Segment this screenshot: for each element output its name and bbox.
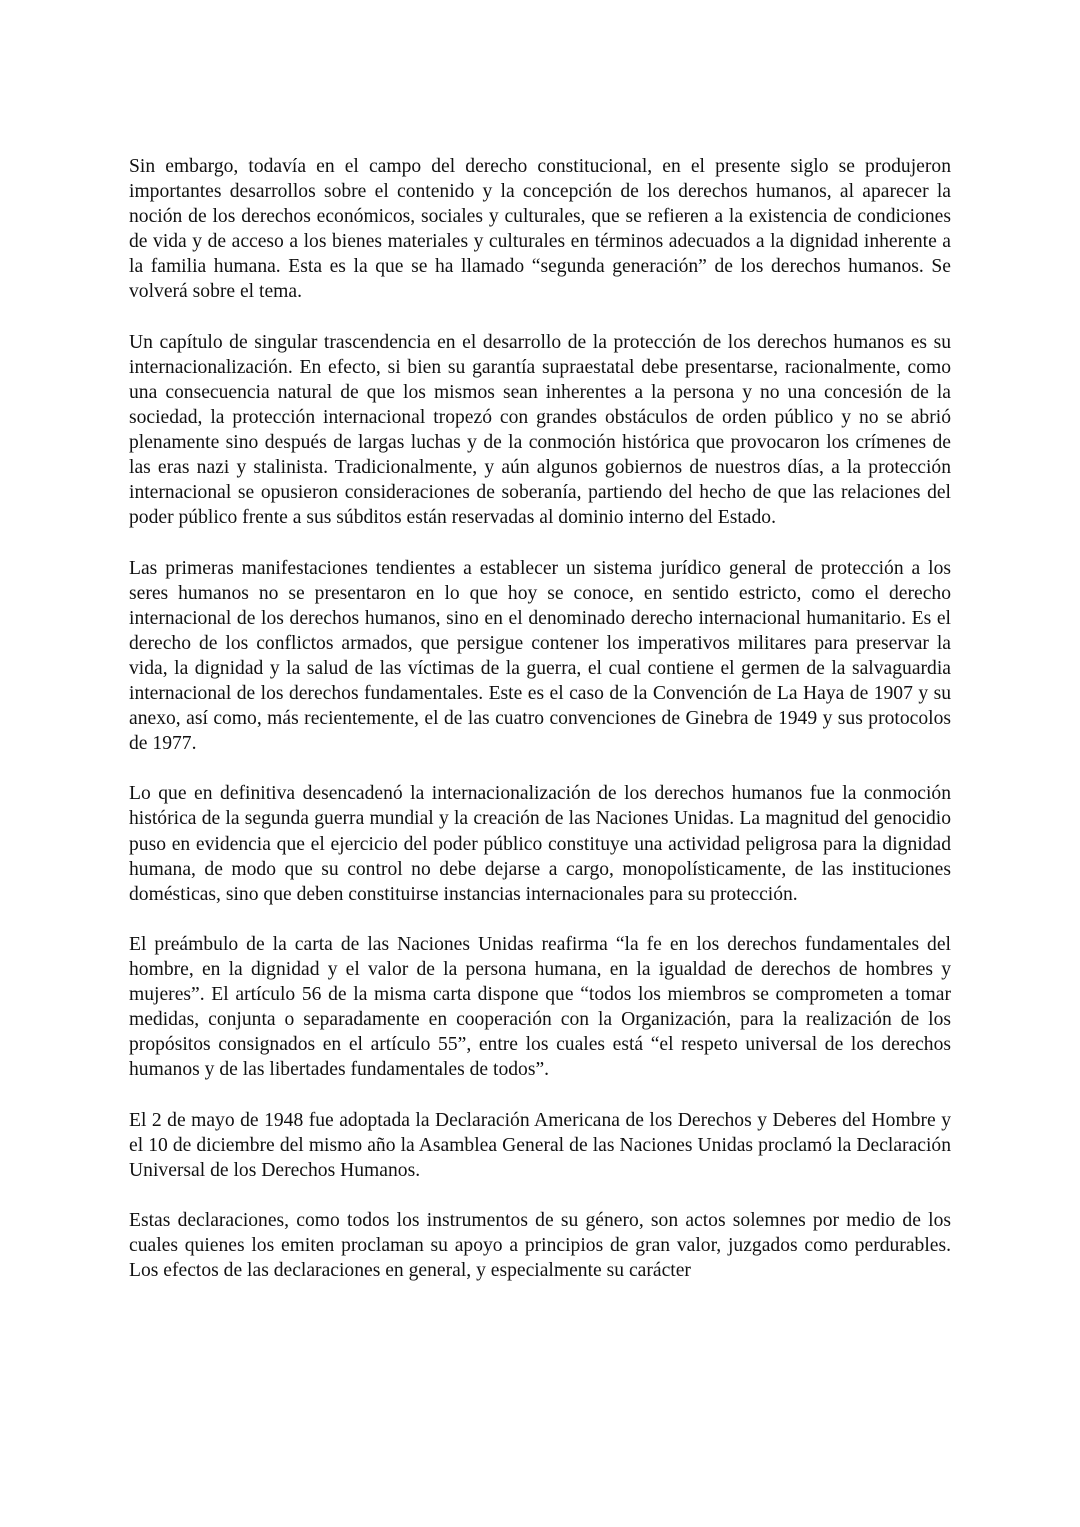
document-page — [129, 154, 951, 1308]
paragraph-efectos-declaraciones: Estas declaraciones, como todos los instrumentos de su género, son actos solemnes por medio de los cuales quienes los emiten proclaman su apoyo a principios de gran valor, juzgados como perdurables. Los efectos de las declaraciones en general, y especialmente su carácter — [129, 1209, 951, 1282]
paragraph-segunda-generacion: Sin embargo, todavía en el campo del derecho constitucional, en el presente siglo se produjeron importantes desarrollos sobre el contenido y la concepción de los derechos humanos, al aparecer la noción de los derechos económicos, sociales y culturales, que se refieren a la existencia de condiciones de vida y de acceso a los bienes materiales y culturales en términos adecuados a la dignidad inherente a la familia humana. Esta es la que se ha llamado “segunda generación” de los derechos humanos. Se volverá sobre el tema. — [129, 156, 951, 303]
paragraph-declaraciones-1948: El 2 de mayo de 1948 fue adoptada la Declaración Americana de los Derechos y Deberes del Hombre y el 10 de diciembre del mismo año la Asamblea General de las Naciones Unidas proclamó la Declaración Universal de los Derechos Humanos. — [129, 1109, 951, 1181]
paragraph-segunda-guerra-mundial: Lo que en definitiva desencadenó la internacionalización de los derechos humanos fue la conmoción histórica de la segunda guerra mundial y la creación de las Naciones Unidas. La magnitud del genocidio puso en evidencia que el ejercicio del poder público constituye una actividad peligrosa para la dignidad humana, de modo que su control no debe dejarse a cargo, monopolísticamente, de las instituciones domésticas, sino que deben constituirse instancias internacionales para su protección. — [129, 783, 951, 905]
paragraph-derecho-humanitario: Las primeras manifestaciones tendientes a establecer un sistema jurídico general de protección a los seres humanos no se presentaron en lo que hoy se conoce, en sentido estricto, como el derecho internacional de los derechos humanos, sino en el denominado derecho internacional humanitario. Es el derecho de los conflictos armados, que persigue contener los imperativos militares para preservar la vida, la dignidad y la salud de las víctimas de la guerra, el cual contiene el germen de la salvaguardia internacional de los derechos fundamentales. Este es el caso de la Convención de La Haya de 1907 y su anexo, así como, más recientemente, el de las cuatro convenciones de Ginebra de 1949 y sus protocolos de 1977. — [129, 557, 951, 755]
paragraph-internacionalizacion: Un capítulo de singular trascendencia en el desarrollo de la protección de los derechos humanos es su internacionalización. En efecto, si bien su garantía supraestatal debe presentarse, racionalmente, como una consecuencia natural de que los mismos sean inherentes a la persona y no una concesión de la sociedad, la protección internacional tropezó con grandes obstáculos de orden público y no se abrió plenamente sino después de largas luchas y de la conmoción histórica que provocaron los crímenes de las eras nazi y stalinista. Tradicionalmente, y aún algunos gobiernos de nuestros días, a la protección internacional se opusieron consideraciones de soberanía, partiendo del hecho de que las relaciones del poder público frente a sus súbditos están reservadas al dominio interno del Estado. — [129, 331, 951, 529]
paragraph-carta-naciones-unidas: El preámbulo de la carta de las Naciones Unidas reafirma “la fe en los derechos fundamentales del hombre, en la dignidad y el valor de la persona humana, en la igualdad de derechos de hombres y mujeres”. El artículo 56 de la misma carta dispone que “todos los miembros se comprometen a tomar medidas, conjunta o separadamente en cooperación con la Organización, para la realización de los propósitos consignados en el artículo 55”, entre los cuales está “el respeto universal de los derechos humanos y de las libertades fundamentales de todos”. — [129, 933, 951, 1081]
